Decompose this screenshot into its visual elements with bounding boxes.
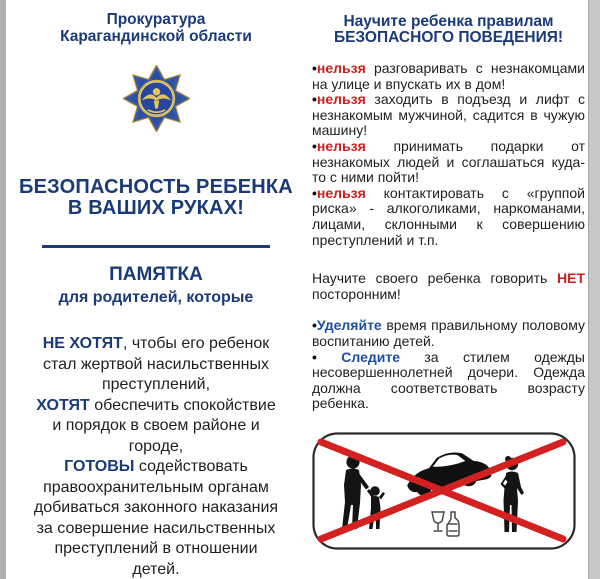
forbidden-word: нельзя: [316, 137, 366, 154]
bullet: •: [312, 91, 317, 108]
rules-list: [312, 61, 585, 248]
advice-lead: Уделяйте: [316, 317, 382, 334]
say-no-after: посторонним!: [312, 285, 401, 302]
rule-text: контактировать с «группой риска» - алкоголиками, наркоманами, лицами, склонными к совершению преступлений и т.п.: [312, 184, 585, 248]
bullet: •: [312, 348, 342, 365]
rule-item: [312, 92, 585, 139]
body-text: обеспечить спокойствие и порядок в своем районе и городе,: [52, 396, 276, 455]
say-no-before: Научите своего ребенка говорить: [312, 270, 557, 287]
org-name-line2: Карагандинской области: [60, 27, 252, 45]
no-word: НЕТ: [557, 270, 585, 287]
body-text: содействовать правоохранительным органам добиваться законного наказания за совершение насильственных преступлений в отношении детей.: [33, 458, 279, 578]
main-title: [10, 177, 302, 219]
divider-line: [42, 245, 270, 248]
prosecutor-emblem-icon: [123, 65, 190, 132]
rule-text: принимать подарки от незнакомых людей и соглашаться куда-то с ними пойти!: [312, 137, 585, 186]
lead-word: ХОТЯТ: [36, 396, 90, 414]
bullet: •: [312, 317, 317, 334]
advice-lead: Следите: [341, 348, 401, 365]
memo-body-item: [33, 457, 279, 579]
forbidden-word: нельзя: [316, 60, 366, 76]
forbidden-word: нельзя: [316, 184, 366, 201]
prohibition-sign: [312, 432, 576, 550]
memo-title: ПАМЯТКА: [109, 264, 203, 285]
bullet: •: [312, 184, 317, 201]
organization-name: [10, 12, 302, 45]
rule-item: [312, 61, 585, 92]
advice-text: за стилем одежды несовершеннолетней дочери. Одежда должна соответствовать возрасту ребенка.: [312, 348, 585, 412]
say-no-paragraph: [312, 271, 585, 302]
advice-item: [312, 318, 585, 349]
memo-body: [10, 334, 302, 579]
bullet: •: [312, 60, 317, 76]
rules-title-line2: БЕЗОПАСНОГО ПОВЕДЕНИЯ!: [333, 29, 564, 46]
bullet: •: [312, 137, 317, 154]
right-edge-strip: [588, 0, 600, 579]
rule-text: разговаривать с незнакомцами на улице и впускать их в дом!: [312, 60, 585, 92]
memo-subtitle: для родителей, которые: [58, 289, 254, 306]
rule-item: [312, 186, 585, 248]
left-edge-strip: [0, 0, 6, 579]
rule-item: [312, 139, 585, 186]
body-text: , чтобы его ребенок стал жертвой насильственных преступлений,: [43, 335, 270, 393]
rules-title-line1: Научите ребенка правилам: [343, 13, 554, 30]
main-title-line2: В ВАШИХ РУКАХ!: [67, 197, 245, 219]
main-title-line1: БЕЗОПАСНОСТЬ РЕБЕНКА: [19, 176, 293, 198]
advice-list: [312, 318, 585, 412]
advice-item: [312, 350, 585, 412]
memo-body-item: [33, 334, 279, 396]
lead-word: ГОТОВЫ: [64, 458, 135, 475]
right-column: [312, 0, 585, 550]
org-name-line1: Прокуратура: [106, 11, 206, 28]
memo-body-item: [33, 396, 279, 458]
rules-title: [312, 14, 585, 46]
forbidden-word: нельзя: [316, 91, 366, 108]
rule-text: заходить в подъезд и лифт с незнакомым мужчиной, садится в чужую машину!: [312, 91, 585, 139]
lead-word: НЕ ХОТЯТ: [42, 335, 123, 352]
left-column: [10, 0, 302, 579]
advice-text: время правильному половому воспитанию детей.: [312, 317, 585, 349]
